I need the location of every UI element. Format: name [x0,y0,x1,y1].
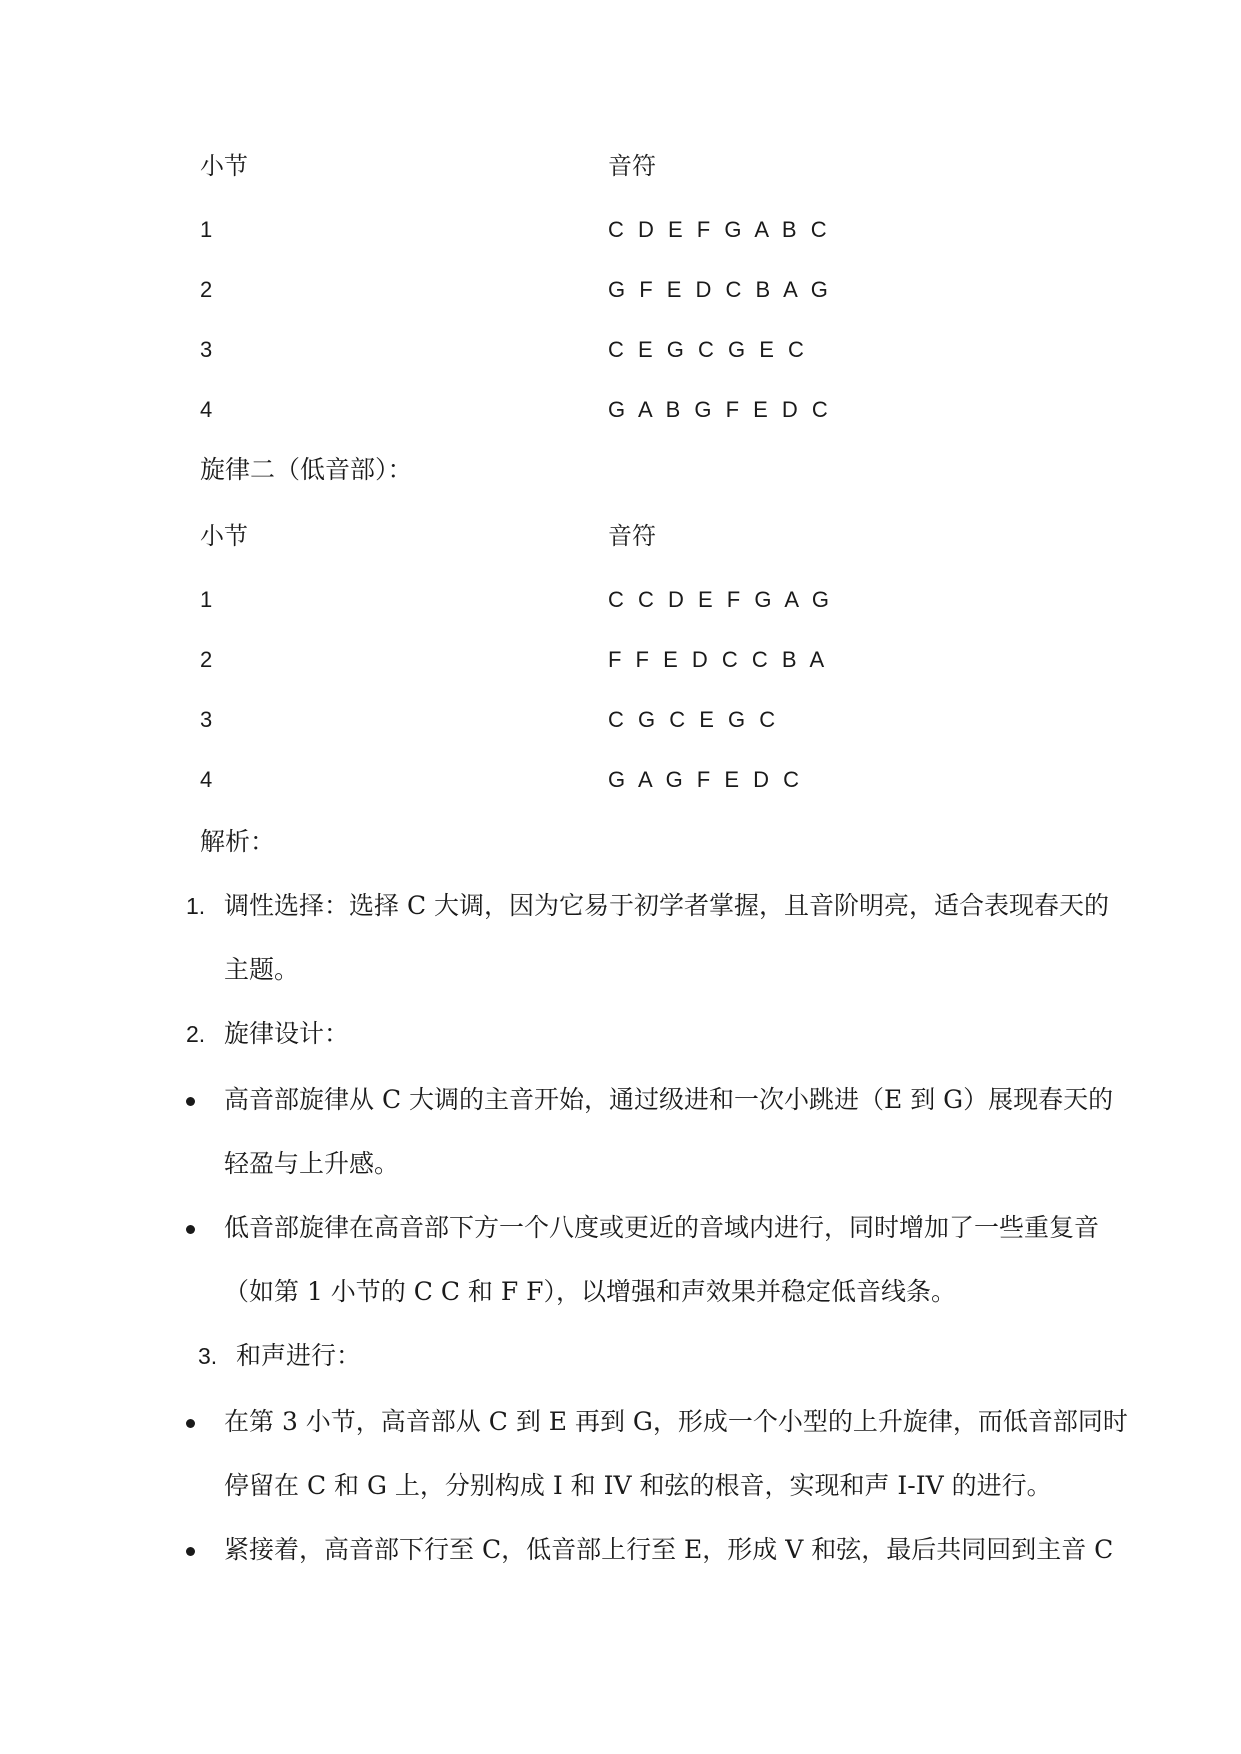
table2-header-notes: 音符 [608,522,656,550]
bullet-icon [186,1225,195,1234]
table2-header-measure: 小节 [200,522,248,550]
bullet-3-line2: 停留在 C 和 G 上，分别构成 I 和 IV 和弦的根音，实现和声 I-IV 的进行。 [224,1471,1052,1500]
list-number: 1. [186,893,206,919]
bullet-3-line1: 在第 3 小节，高音部从 C 到 E 再到 G，形成一个小型的上升旋律，而低音部同时 [224,1407,1128,1436]
measure-cell: 1 [200,587,217,612]
bullet-1-line1: 高音部旋律从 C 大调的主音开始，通过级进和一次小跳进（E 到 G）展现春天的 [224,1085,1114,1114]
table1-header-measure: 小节 [200,152,248,180]
measure-cell: 3 [200,337,217,362]
analysis-item-1-line2: 主题。 [224,955,300,984]
melody2-title: 旋律二（低音部）： [200,455,413,484]
table1-header-notes: 音符 [608,152,656,180]
notes-cell: F F E D C C B A [608,647,829,672]
notes-cell: C D E F G A B C [608,217,831,242]
bullet-icon [186,1097,195,1106]
notes-cell: G A G F E D C [608,767,804,792]
analysis-item-1-line1: 调性选择：选择 C 大调，因为它易于初学者掌握，且音阶明亮，适合表现春天的 [224,891,1110,920]
notes-cell: C E G C G E C [608,337,808,362]
bullet-2-line1: 低音部旋律在高音部下方一个八度或更近的音域内进行，同时增加了一些重复音 [224,1213,1100,1242]
notes-cell: G A B G F E D C [608,397,832,422]
bullet-icon [186,1547,195,1556]
notes-cell: C C D E F G A G [608,587,834,612]
notes-cell: G F E D C B A G [608,277,832,302]
notes-cell: C G C E G C [608,707,780,732]
measure-cell: 3 [200,707,217,732]
analysis-item-3: 和声进行： [236,1341,362,1370]
bullet-4-line1: 紧接着，高音部下行至 C，低音部上行至 E，形成 V 和弦，最后共同回到主音 C [224,1535,1114,1564]
list-number: 2. [186,1021,206,1047]
measure-cell: 4 [200,767,217,792]
analysis-title: 解析： [200,827,276,856]
analysis-item-2: 旋律设计： [224,1019,350,1048]
bullet-2-line2: （如第 1 小节的 C C 和 F F），以增强和声效果并稳定低音线条。 [224,1277,956,1306]
measure-cell: 2 [200,647,217,672]
bullet-1-line2: 轻盈与上升感。 [224,1149,400,1178]
measure-cell: 4 [200,397,217,422]
list-number: 3. [198,1343,218,1369]
measure-cell: 1 [200,217,217,242]
measure-cell: 2 [200,277,217,302]
bullet-icon [186,1419,195,1428]
